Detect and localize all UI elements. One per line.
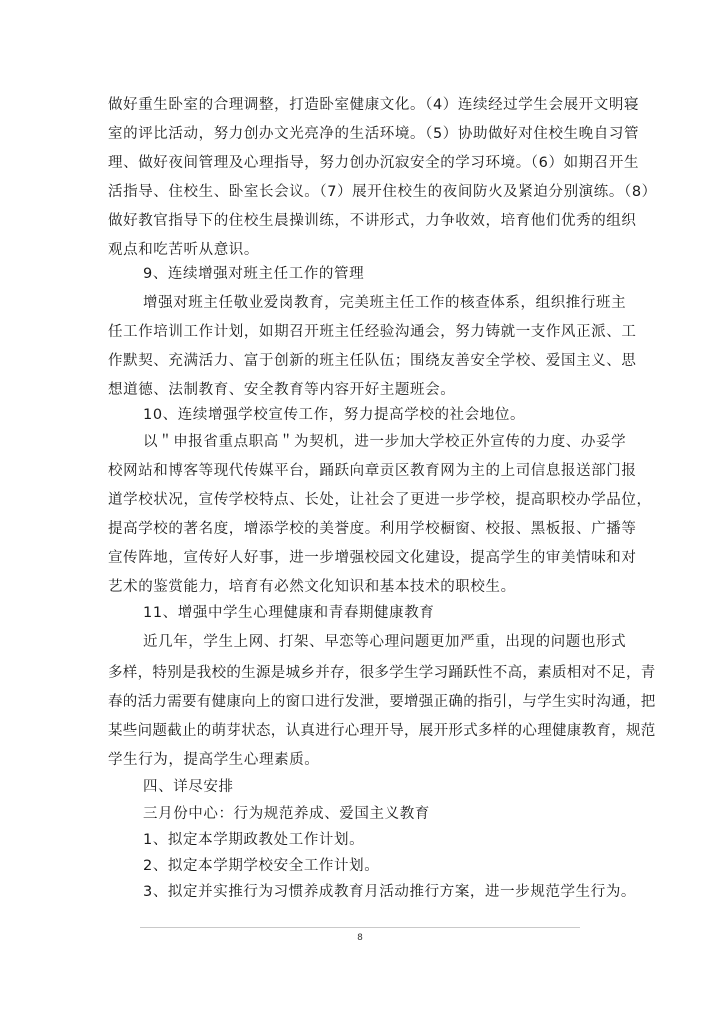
text-line: 活指导、住校生、卧室长会议。（7）展开住校生的夜间防火及紧迫分别演练。（8） bbox=[108, 184, 657, 200]
text-line: 春的活力需要有健康向上的窗口进行发泄，要增强正确的指引，与学生实时沟通，把 bbox=[108, 694, 656, 710]
text-line: 艺术的鉴赏能力，培育有必然文化知识和基本技术的职校生。 bbox=[108, 579, 516, 595]
text-line: 以＂申报省重点职高＂为契机，进一步加大学校正外宣传的力度、办妥学 bbox=[143, 434, 627, 450]
text-line: 观点和吃苦听从意识。 bbox=[108, 242, 259, 258]
section-heading: 四、详尽安排 bbox=[143, 779, 234, 795]
text-line: 宣传阵地，宣传好人好事，进一步增强校园文化建设，提高学生的审美情味和对 bbox=[108, 550, 637, 566]
text-line: 三月份中心：行为规范养成、爱国主义教育 bbox=[143, 806, 430, 822]
footer-rule bbox=[140, 927, 580, 928]
text-line: 理、做好夜间管理及心理指导，努力创办沉寂安全的学习环境。（6）如期召开生 bbox=[108, 155, 640, 171]
text-line: 校网站和博客等现代传媒平台，踊跃向章贡区教育网为主的上司信息报送部门报 bbox=[108, 463, 637, 479]
text-line: 室的评比活动，努力创办文光亮净的生活环境。（5）协助做好对住校生晚自习管 bbox=[108, 126, 640, 142]
text-line: 任工作培训工作计划，如期召开班主任经验沟通会，努力铸就一支作风正派、工 bbox=[108, 324, 637, 340]
section-heading: 11、增强中学生心理健康和青春期健康教育 bbox=[143, 605, 435, 621]
text-line: 某些问题截止的萌芽状态，认真进行心理开导，展开形式多样的心理健康教育，规范 bbox=[108, 723, 656, 739]
section-heading: 9、连续增强对班主任工作的管理 bbox=[143, 266, 365, 282]
page-number: 8 bbox=[357, 933, 363, 943]
text-line: 近几年，学生上网、打架、早恋等心理问题更加严重，出现的问题也形式 bbox=[143, 634, 627, 650]
list-item: 1、拟定本学期政教处工作计划。 bbox=[143, 832, 365, 848]
list-item: 2、拟定本学期学校安全工作计划。 bbox=[143, 858, 380, 874]
text-line: 学生行为，提高学生心理素质。 bbox=[108, 752, 320, 768]
text-line: 增强对班主任敬业爱岗教育，完美班主任工作的核查体系，组织推行班主 bbox=[143, 295, 627, 311]
text-line: 作默契、充满活力、富于创新的班主任队伍；围绕友善安全学校、爱国主义、思 bbox=[108, 353, 637, 369]
text-line: 道学校状况，宣传学校特点、长处，让社会了更进一步学校，提高职校办学品位， bbox=[108, 492, 652, 508]
text-line: 提高学校的著名度，增添学校的美誉度。利用学校橱窗、校报、黑板报、广播等 bbox=[108, 521, 637, 537]
text-line: 做好教官指导下的住校生晨操训练，不讲形式，力争收效，培育他们优秀的组织 bbox=[108, 213, 637, 229]
text-line: 做好重生卧室的合理调整，打造卧室健康文化。（4）连续经过学生会展开文明寝 bbox=[108, 97, 640, 113]
text-line: 想道德、法制教育、安全教育等内容开好主题班会。 bbox=[108, 382, 456, 398]
list-item: 3、拟定并实推行为习惯养成教育月活动推行方案，进一步规范学生行为。 bbox=[143, 884, 637, 900]
section-heading: 10、连续增强学校宣传工作，努力提高学校的社会地位。 bbox=[143, 407, 526, 423]
text-line: 多样，特别是我校的生源是城乡并存，很多学生学习踊跃性不高，素质相对不足，青 bbox=[108, 665, 656, 681]
